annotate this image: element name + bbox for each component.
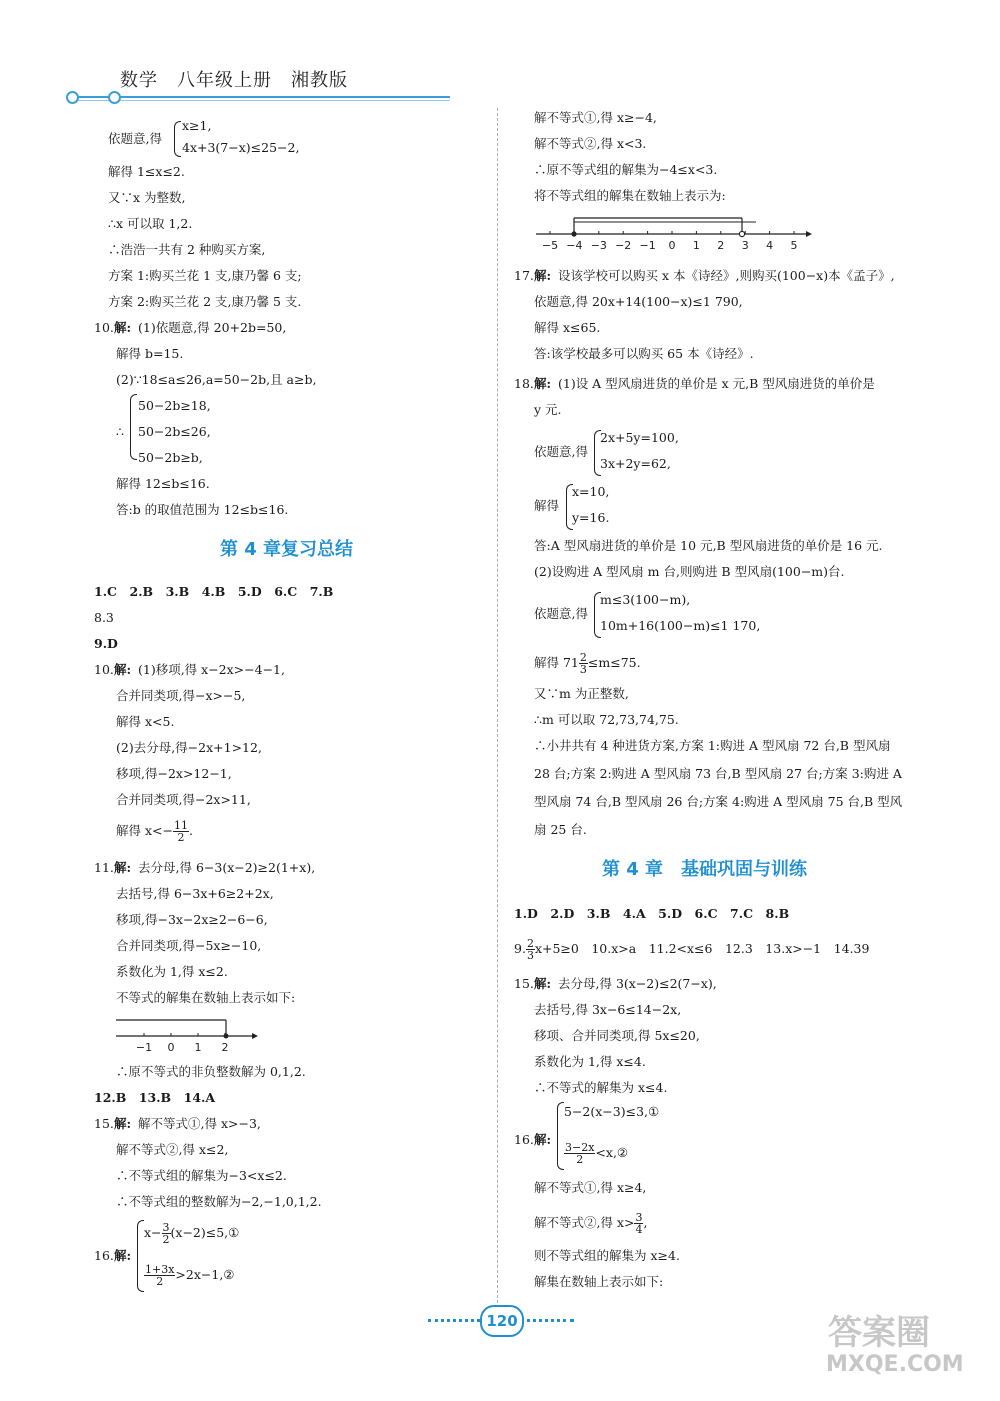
fraction-denominator: 2 [576,1153,584,1166]
text-line: 解得 12≤b≤16. [116,476,210,491]
arrow-icon [806,231,812,237]
brace-icon [557,1102,564,1170]
system-row: 4x+3(7−x)≤25−2, [182,140,300,155]
brace-icon [130,394,137,460]
number-line-2 [534,212,824,260]
page-header-title: 数学 八年级上册 湘教版 [120,70,348,91]
section-title: 第 4 章复习总结 [220,539,354,560]
system-row: y=16. [572,510,610,525]
text-line: 系数化为 1,得 x≤2. [116,964,228,979]
watermark-url: MXQE.COM [826,1352,964,1377]
fraction [173,820,189,843]
fraction-denominator: 3 [579,663,587,676]
header-dot-icon [66,91,79,104]
fraction-denominator: 2 [177,831,185,844]
fraction [579,652,588,675]
hollow-point [739,231,744,236]
text-fragment: <x,② [595,1145,629,1160]
question-number: 10. [94,662,114,677]
text-line: 方案 2:购买兰花 2 支,康乃馨 5 支. [108,294,302,309]
text-line: ∴x 可以取 1,2. [108,216,193,231]
text-fragment: 解得 71 [534,655,579,670]
text-line-with-fraction [534,1212,647,1235]
system-row [564,1142,628,1165]
text-line: 移项、合并同类项,得 5x≤20, [534,1028,700,1043]
arrow-icon [252,1033,258,1039]
text-line: 解得 b=15. [116,346,184,361]
solution-label: 解: [114,860,132,875]
system-row [144,1222,239,1245]
axis-tick-label: 1 [194,1041,202,1054]
text-line: 解不等式②,得 x<3. [534,136,647,151]
text-line: 合并同类项,得−2x>11, [116,792,251,807]
system-row: m≤3(100−m), [600,592,691,607]
text-line: 解不等式①,得 x>−3, [138,1116,261,1131]
text-fragment: (x−2)≤5,① [170,1225,240,1240]
text-fragment: >2x−1,② [175,1267,235,1282]
text-line: (1)移项,得 x−2x>−4−1, [138,662,285,677]
text-line: 28 台;方案 2:购进 A 型风扇 73 台,B 型风扇 27 台;方案 3:购进 A [534,766,902,781]
text-line: 则不等式组的解集为 x≥4. [534,1248,680,1263]
page-number-dots-right [520,1319,574,1324]
solution-label: 解: [534,976,552,991]
fraction [564,1142,595,1165]
solution-label: 解: [534,1132,552,1147]
text-line: 解不等式②,得 x≤2, [116,1142,229,1157]
fraction-numerator: 3 [635,1211,643,1224]
axis-tick-label: 0 [167,1041,175,1054]
fraction-denominator: 2 [156,1275,164,1288]
text-line: 又∵x 为整数, [108,190,186,205]
answer-line: 1.C 2.B 3.B 4.B 5.D 6.C 7.B [94,584,334,599]
fraction-numerator: 11 [173,819,188,832]
text-line: ∴不等式组的解集为−3<x≤2. [116,1168,287,1183]
brace-icon [174,121,181,157]
header-rule [70,96,450,98]
text-line: 依题意,得 20x+14(100−x)≤1 790, [534,294,743,309]
solution-label: 解: [534,376,552,391]
text-line: 依题意,得 [108,131,162,146]
text-line: 方案 1:购买兰花 1 支,康乃馨 6 支; [108,268,302,283]
text-line: ∴不等式组的整数解为−2,−1,0,1,2. [116,1194,322,1209]
axis-tick-label: −5 [541,239,559,252]
text-line: 解得 x≤65. [534,320,601,335]
text-line: 去括号,得 3x−6≤14−2x, [534,1002,682,1017]
section-title: 第 4 章 基础巩固与训练 [602,859,808,880]
fraction-numerator: 1+3x [145,1263,175,1276]
header-dot-icon [108,91,121,104]
text-fragment: x+5≥0 10.x>a 11.2<x≤6 12.3 13.x>−1 14.39 [534,941,870,956]
text-line: ∴浩浩一共有 2 种购买方案, [108,242,266,257]
text-fragment: 9. [514,941,526,956]
header-rule-thin [70,100,450,101]
fraction-numerator: 2 [579,651,587,664]
text-line: ∴原不等式组的解集为−4≤x<3. [534,162,718,177]
text-line: 依题意,得 [534,444,588,459]
answer-line: 12.B 13.B 14.A [94,1090,216,1105]
text-line: ∴不等式的解集为 x≤4. [534,1080,668,1095]
fraction-numerator: 3−2x [565,1141,595,1154]
system-row: x=10, [572,484,610,499]
text-line: 型风扇 74 台,B 型风扇 26 台;方案 4:购进 A 型风扇 75 台,B 型风 [534,794,903,809]
question-number: 10. [94,320,114,335]
solution-label: 解: [534,268,552,283]
text-line: 合并同类项,得−5x≥−10, [116,938,262,953]
question-number: 16. [94,1248,114,1263]
text-fragment: x− [144,1225,162,1240]
question-number: 17. [514,268,534,283]
axis-tick-label: −3 [590,239,607,252]
axis-tick-label: −4 [566,239,583,252]
fraction [162,1222,171,1245]
text-line: 解集在数轴上表示如下: [534,1274,664,1289]
system-row: 50−2b≥b, [138,450,203,465]
text-line: 扇 25 台. [534,822,587,837]
question-number: 15. [94,1116,114,1131]
text-fragment: . [188,823,193,838]
system-row: x≥1, [182,118,212,133]
system-row: 50−2b≥18, [138,398,211,413]
system-row: 10m+16(100−m)≤1 170, [600,618,761,633]
fraction [526,938,535,961]
solution-label: 解: [114,320,132,335]
system-row: 3x+2y=62, [600,456,671,471]
text-fragment: 解不等式②,得 x> [534,1215,635,1230]
text-fragment: 解得 x<− [116,823,173,838]
page-number-dots-left [428,1319,480,1324]
fraction-numerator: 2 [526,937,534,950]
text-line: 解得 x<5. [116,714,175,729]
solution-label: 解: [114,1248,132,1263]
watermark-logo: 答案圈 [828,1313,930,1353]
text-line: 合并同类项,得−x>−5, [116,688,246,703]
answer-line-with-fraction [514,938,869,961]
axis-tick-label: 2 [717,239,725,252]
text-line: 解不等式①,得 x≥4, [534,1180,647,1195]
text-line: 答:A 型风扇进货的单价是 10 元,B 型风扇进货的单价是 16 元. [534,538,883,553]
solution-label: 解: [114,1116,132,1131]
text-line: 答:该学校最多可以购买 65 本《诗经》. [534,346,754,361]
text-line: 设该学校可以购买 x 本《诗经》,则购买(100−x)本《孟子》, [558,268,895,283]
axis-tick-label: −1 [135,1041,153,1054]
text-line: ∴m 可以取 72,73,74,75. [534,712,679,727]
text-line: 答:b 的取值范围为 12≤b≤16. [116,502,289,517]
question-number: 11. [94,860,114,875]
text-line: 系数化为 1,得 x≤4. [534,1054,646,1069]
text-line: (1)依题意,得 20+2b=50, [138,320,287,335]
text-line-with-fraction [534,652,641,675]
fraction-numerator: 3 [162,1221,170,1234]
text-line: ∴小井共有 4 种进货方案,方案 1:购进 A 型风扇 72 台,B 型风扇 [534,738,891,753]
text-line: 移项,得−3x−2x≥2−6−6, [116,912,268,927]
text-line: 解得 1≤x≤2. [108,164,185,179]
text-fragment: ≤m≤75. [587,655,641,670]
column-divider [497,108,498,1308]
axis-tick-label: −2 [615,239,632,252]
axis-tick-label: 4 [766,239,774,252]
page-number: 120 [480,1305,524,1337]
text-line: 不等式的解集在数轴上表示如下: [116,990,296,1005]
system-row: 50−2b≤26, [138,424,211,439]
text-line: 依题意,得 [534,606,588,621]
text-fragment: , [643,1215,648,1230]
solid-point [224,1034,229,1039]
text-line: 去括号,得 6−3x+6≥2+2x, [116,886,274,901]
axis-tick-label: 3 [741,239,749,252]
text-line: (1)设 A 型风扇进货的单价是 x 元,B 型风扇进货的单价是 [558,376,875,391]
system-row: 5−2(x−3)≤3,① [564,1104,660,1119]
answer-line: 8.3 [94,610,114,625]
axis-tick-label: 5 [790,239,798,252]
text-line: (2)去分母,得−2x+1>12, [116,740,262,755]
axis-tick-label: −1 [639,239,656,252]
brace-icon [137,1220,144,1292]
text-line: (2)设购进 A 型风扇 m 台,则购进 B 型风扇(100−m)台. [534,564,845,579]
solution-label: 解: [114,662,132,677]
text-line: y 元. [534,402,562,417]
axis-tick-label: 1 [692,239,700,252]
text-line-with-fraction [116,820,193,843]
system-row: 2x+5y=100, [600,430,679,445]
text-line: ∴原不等式的非负整数解为 0,1,2. [116,1064,306,1079]
text-line: (2)∵18≤a≤26,a=50−2b,且 a≥b, [116,372,317,387]
text-line: 解不等式①,得 x≥−4, [534,110,657,125]
therefore-symbol: ∴ [116,424,124,439]
text-line: 将不等式组的解集在数轴上表示为: [534,188,726,203]
fraction-denominator: 3 [526,949,534,962]
question-number: 16. [514,1132,534,1147]
axis-tick-label: 0 [668,239,676,252]
fraction [144,1264,175,1287]
text-line: 去分母,得 6−3(x−2)≥2(1+x), [138,860,316,875]
text-line: 又∵m 为正整数, [534,686,629,701]
text-line: 去分母,得 3(x−2)≤2(7−x), [558,976,717,991]
answer-line: 1.D 2.D 3.B 4.A 5.D 6.C 7.C 8.B [514,906,790,921]
number-line-1 [112,1014,262,1054]
text-line: 移项,得−2x>12−1, [116,766,232,781]
question-number: 18. [514,376,534,391]
text-line: 解得 [534,498,560,513]
answer-line: 9.D [94,636,118,651]
system-row [144,1264,235,1287]
axis-tick-label: 2 [221,1041,229,1054]
fraction-denominator: 2 [162,1233,170,1246]
question-number: 15. [514,976,534,991]
fraction-denominator: 4 [635,1223,643,1236]
